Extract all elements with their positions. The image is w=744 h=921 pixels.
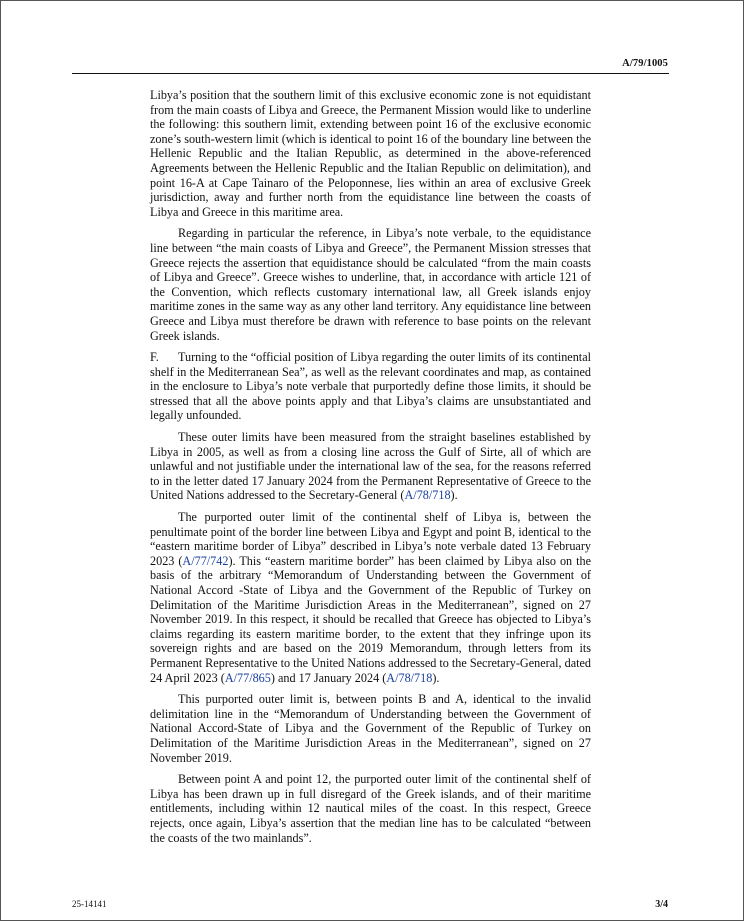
paragraph-f-text: Turning to the “official position of Libya regarding the outer limits of its continental shelf in the Mediterranean Sea”, as well as the relevant coordinates and map, as contained in the enclosure to Libya’s note verbale that purportedly define those limits, it should be stressed that all the above points apply and that Libya’s claims are unsubstantiated and legally unfounded.	[150, 350, 591, 423]
footer-job-code: 25-14141	[72, 899, 107, 909]
header-rule	[72, 73, 669, 74]
paragraph-1: Libya’s position that the southern limit of this exclusive economic zone is not equidistant from the main coasts of Libya and Greece, the Permanent Mission would like to underline the following: this southern limit, extending between point 16 of the exclusive economic zone’s south-western limit (which is identical to point 16 of the boundary line between the Hellenic Republic and the Italian Republic, as determined in the above-referenced Agreements between the Hellenic Republic and the Italian Republic on delimitation), and point 16-A at Cape Tainaro of the Peloponnese, lies within an area of exclusive Greek jurisdiction, away and further north from the equidistance line between the coasts of Libya and Greece in this maritime area.	[150, 88, 591, 219]
paragraph-4	[150, 430, 591, 503]
paragraph-7: Between point A and point 12, the purported outer limit of the continental shelf of Libya has been drawn up in full disregard of the Greek islands, and of their maritime entitlements, including within 12 nautical miles of the coast. In this respect, Greece rejects, once again, Libya’s assertion that the median line has to be calculated “between the coasts of the two mainlands”.	[150, 772, 591, 845]
footer-page-number: 3/4	[655, 899, 668, 910]
doc-link-a78-718[interactable]: A/78/718	[404, 488, 451, 503]
doc-link-a78-718-second[interactable]: A/78/718	[386, 670, 433, 685]
paragraph-5-text-d: ).	[432, 670, 440, 685]
paragraph-4-end: ).	[450, 488, 458, 503]
paragraph-5-text-c: ) and 17 January 2024 (	[270, 670, 387, 685]
paragraph-2: Regarding in particular the reference, in Libya’s note verbale, to the equidistance line between “the main coasts of Libya and Greece”, the Permanent Mission stresses that Greece rejects the assertion that equidistance should be calculated “from the main coasts of Libya and Greece”. Greece wishes to underline, that, in accordance with article 121 of the Convention, which reflects customary international law, all Greek islands enjoy maritime zones in the same way as any other land territory. Any equidistance line between Greece and Libya must therefore be drawn with reference to base points on the relevant Greek islands.	[150, 226, 591, 343]
paragraph-4-text: These outer limits have been measured from the straight baselines established by Libya in 2005, as well as from a closing line across the Gulf of Sirte, all of which are unlawful and not justifiable under the international law of the sea, for the reasons referred to in the letter dated 17 January 2024 from the Permanent Representative of Greece to the United Nations addressed to the Secretary-General (	[150, 430, 591, 503]
paragraph-5-text-b: ). This “eastern maritime border” has been claimed by Libya also on the basis of the arbitrary “Memorandum of Understanding between the Government of National Accord -State of Libya and the Government of the Republic of Turkey on Delimitation of the Maritime Jurisdiction Areas in the Mediterranean”, signed on 27 November 2019. In this respect, it should be recalled that Greece has objected to Libya’s claims regarding its eastern maritime border, to the extent that they infringe upon its sovereign rights and are based on the 2019 Memorandum, through letters from its Permanent Representative to the United Nations addressed to the Secretary-General, dated 24 April 2023 (	[150, 553, 591, 685]
paragraph-5-text-a: The purported outer limit of the continental shelf of Libya is, between the penultimate point of the border line between Libya and Egypt and point B, identical to the “eastern maritime border of Libya” described in Libya’s note verbale dated 13 February 2023 (	[150, 510, 591, 568]
paragraph-f	[150, 350, 591, 423]
doc-link-a77-865[interactable]: A/77/865	[224, 670, 271, 685]
document-body	[150, 88, 591, 852]
doc-link-a77-742[interactable]: A/77/742	[182, 553, 229, 568]
section-marker: F.	[150, 350, 159, 365]
paragraph-6: This purported outer limit is, between points B and A, identical to the invalid delimitation line in the “Memorandum of Understanding between the Government of National Accord-State of Libya and the Government of the Republic of Turkey on Delimitation of the Maritime Jurisdiction Areas in the Mediterranean”, signed on 27 November 2019.	[150, 692, 591, 765]
document-symbol: A/79/1005	[622, 58, 668, 69]
paragraph-5	[150, 510, 591, 685]
